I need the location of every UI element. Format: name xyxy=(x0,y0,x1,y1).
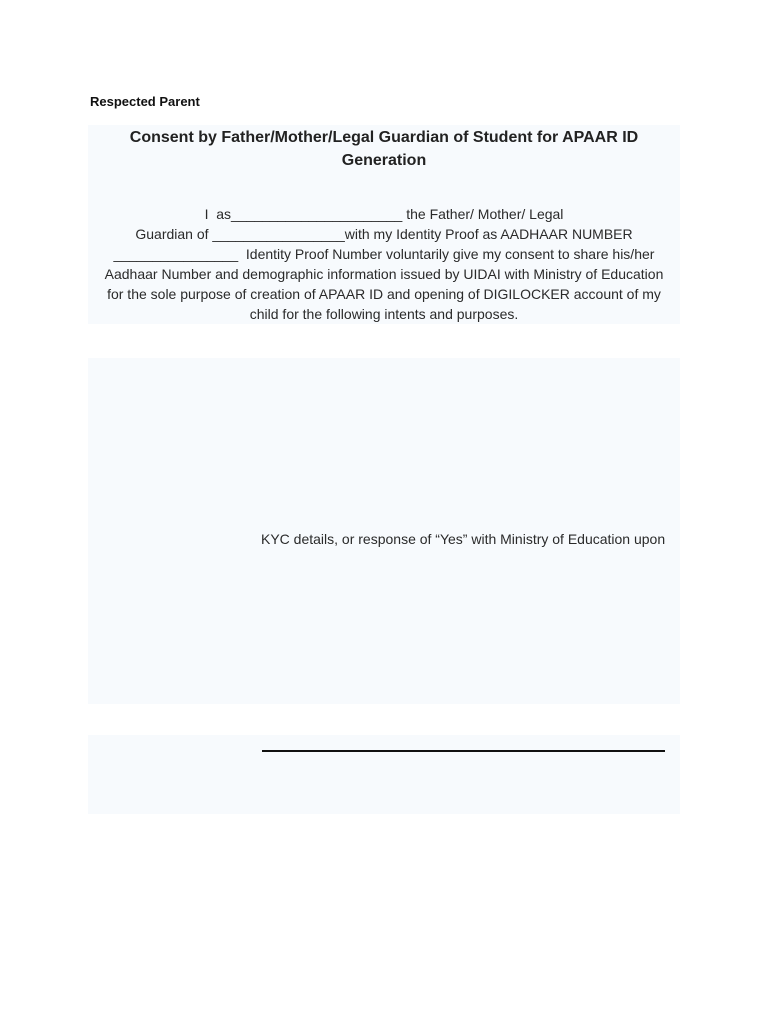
consent-body-line: for the sole purpose of creation of APAAR ID and opening of DIGILOCKER account of my xyxy=(107,286,661,302)
consent-body-line: Aadhaar Number and demographic information issued by UIDAI with Ministry of Education xyxy=(104,266,664,282)
consent-body-line: Guardian of _________________with my Identity Proof as AADHAAR NUMBER xyxy=(135,226,633,242)
consent-body-line: child for the following intents and purposes. xyxy=(249,306,519,322)
signature-section xyxy=(88,735,680,814)
consent-section xyxy=(88,125,680,324)
consent-body xyxy=(88,204,680,324)
consent-title xyxy=(88,126,680,172)
consent-title-line-2: Generation xyxy=(341,152,427,169)
consent-title-line-1: Consent by Father/Mother/Legal Guardian of Student for APAAR ID xyxy=(129,129,639,146)
kyc-text: KYC details, or response of “Yes” with Ministry of Education upon xyxy=(261,531,666,547)
consent-body-line: ________________ Identity Proof Number voluntarily give my consent to share his/her xyxy=(113,246,655,262)
greeting-text: Respected Parent xyxy=(90,94,200,109)
consent-body-line: I as______________________ the Father/ Mother/ Legal xyxy=(204,206,564,222)
signature-line xyxy=(262,750,665,752)
kyc-section xyxy=(88,358,680,704)
